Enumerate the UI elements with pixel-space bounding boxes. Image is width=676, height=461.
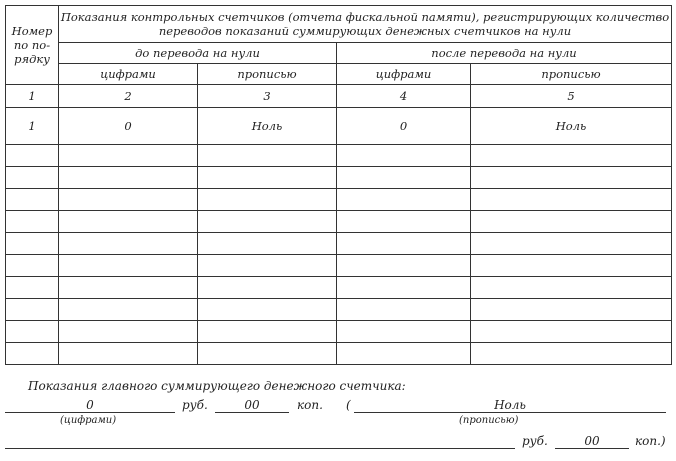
empty-cell bbox=[59, 233, 198, 255]
empty-cell bbox=[471, 277, 672, 299]
empty-cell bbox=[471, 233, 672, 255]
empty-cell bbox=[59, 277, 198, 299]
table-row bbox=[6, 167, 672, 189]
amount-words-continuation bbox=[5, 434, 515, 449]
counter-readings-table bbox=[5, 5, 672, 365]
empty-cell bbox=[59, 255, 198, 277]
empty-cell bbox=[6, 189, 59, 211]
empty-cell bbox=[6, 299, 59, 321]
main-counter-title: Показания главного суммирующего денежного счетчика: bbox=[28, 379, 406, 393]
before-words-header: прописью bbox=[198, 64, 337, 85]
before-digits-cell: 0 bbox=[59, 108, 198, 145]
empty-cell bbox=[6, 211, 59, 233]
empty-cell bbox=[198, 321, 337, 343]
empty-cell bbox=[6, 277, 59, 299]
empty-cell bbox=[471, 145, 672, 167]
empty-cell bbox=[337, 145, 471, 167]
empty-cell bbox=[471, 299, 672, 321]
empty-cell bbox=[337, 189, 471, 211]
table-row bbox=[6, 211, 672, 233]
after-reset-header: после перевода на нули bbox=[337, 43, 672, 64]
empty-cell bbox=[337, 321, 471, 343]
empty-cell bbox=[6, 233, 59, 255]
empty-cell bbox=[6, 167, 59, 189]
empty-cell bbox=[337, 299, 471, 321]
counters-group-header: Показания контрольных счетчиков (отчета фискальной памяти), регистрирующих количество переводов показаний суммирующих денежных счетчиков на нули bbox=[59, 6, 672, 43]
before-words-cell: Ноль bbox=[198, 108, 337, 145]
empty-cell bbox=[198, 167, 337, 189]
table-row bbox=[6, 299, 672, 321]
empty-cell bbox=[6, 321, 59, 343]
empty-cell bbox=[59, 167, 198, 189]
empty-cell bbox=[198, 343, 337, 365]
empty-cell bbox=[198, 211, 337, 233]
empty-cell bbox=[59, 189, 198, 211]
empty-cell bbox=[471, 211, 672, 233]
empty-cell bbox=[471, 343, 672, 365]
table-row bbox=[6, 277, 672, 299]
empty-cell bbox=[6, 255, 59, 277]
empty-cell bbox=[198, 189, 337, 211]
empty-cell bbox=[337, 211, 471, 233]
before-digits-header: цифрами bbox=[59, 64, 198, 85]
empty-cell bbox=[471, 321, 672, 343]
empty-cell bbox=[198, 145, 337, 167]
empty-cell bbox=[337, 233, 471, 255]
column-index-row bbox=[6, 85, 672, 108]
empty-cell bbox=[198, 255, 337, 277]
column-index: 4 bbox=[337, 85, 471, 108]
after-digits-header: цифрами bbox=[337, 64, 471, 85]
table-row bbox=[6, 189, 672, 211]
after-words-cell: Ноль bbox=[471, 108, 672, 145]
empty-cell bbox=[6, 145, 59, 167]
table-row bbox=[6, 145, 672, 167]
table-row bbox=[6, 233, 672, 255]
empty-cell bbox=[471, 189, 672, 211]
rub-label-2: руб. bbox=[522, 434, 548, 448]
column-index: 3 bbox=[198, 85, 337, 108]
amount-words-field: Ноль bbox=[354, 398, 666, 413]
kop-label-2: коп.) bbox=[635, 434, 666, 448]
empty-cell bbox=[471, 255, 672, 277]
number-column-header: Номер по по-рядку bbox=[6, 6, 59, 85]
empty-cell bbox=[6, 343, 59, 365]
column-index: 2 bbox=[59, 85, 198, 108]
row-number-cell: 1 bbox=[6, 108, 59, 145]
after-digits-cell: 0 bbox=[337, 108, 471, 145]
empty-cell bbox=[198, 277, 337, 299]
empty-cell bbox=[471, 167, 672, 189]
column-index: 1 bbox=[6, 85, 59, 108]
column-index: 5 bbox=[471, 85, 672, 108]
open-paren: ( bbox=[346, 398, 351, 412]
empty-cell bbox=[59, 321, 198, 343]
empty-cell bbox=[337, 343, 471, 365]
before-reset-header: до перевода на нули bbox=[59, 43, 337, 64]
table-row bbox=[6, 108, 672, 145]
empty-cell bbox=[198, 233, 337, 255]
kop-field-2: 00 bbox=[555, 434, 629, 449]
rub-label: руб. bbox=[182, 398, 208, 412]
table-row bbox=[6, 343, 672, 365]
empty-cell bbox=[59, 211, 198, 233]
empty-cell bbox=[337, 277, 471, 299]
empty-rows bbox=[6, 145, 672, 365]
empty-cell bbox=[59, 299, 198, 321]
empty-cell bbox=[59, 343, 198, 365]
empty-cell bbox=[59, 145, 198, 167]
empty-cell bbox=[337, 255, 471, 277]
kop-label: коп. bbox=[297, 398, 323, 412]
empty-cell bbox=[198, 299, 337, 321]
digits-caption: (цифрами) bbox=[60, 415, 117, 426]
empty-cell bbox=[337, 167, 471, 189]
kop-field: 00 bbox=[215, 398, 289, 413]
table-row bbox=[6, 321, 672, 343]
words-caption: (прописью) bbox=[459, 415, 519, 426]
table-row bbox=[6, 255, 672, 277]
amount-digits-field: 0 bbox=[5, 398, 175, 413]
after-words-header: прописью bbox=[471, 64, 672, 85]
